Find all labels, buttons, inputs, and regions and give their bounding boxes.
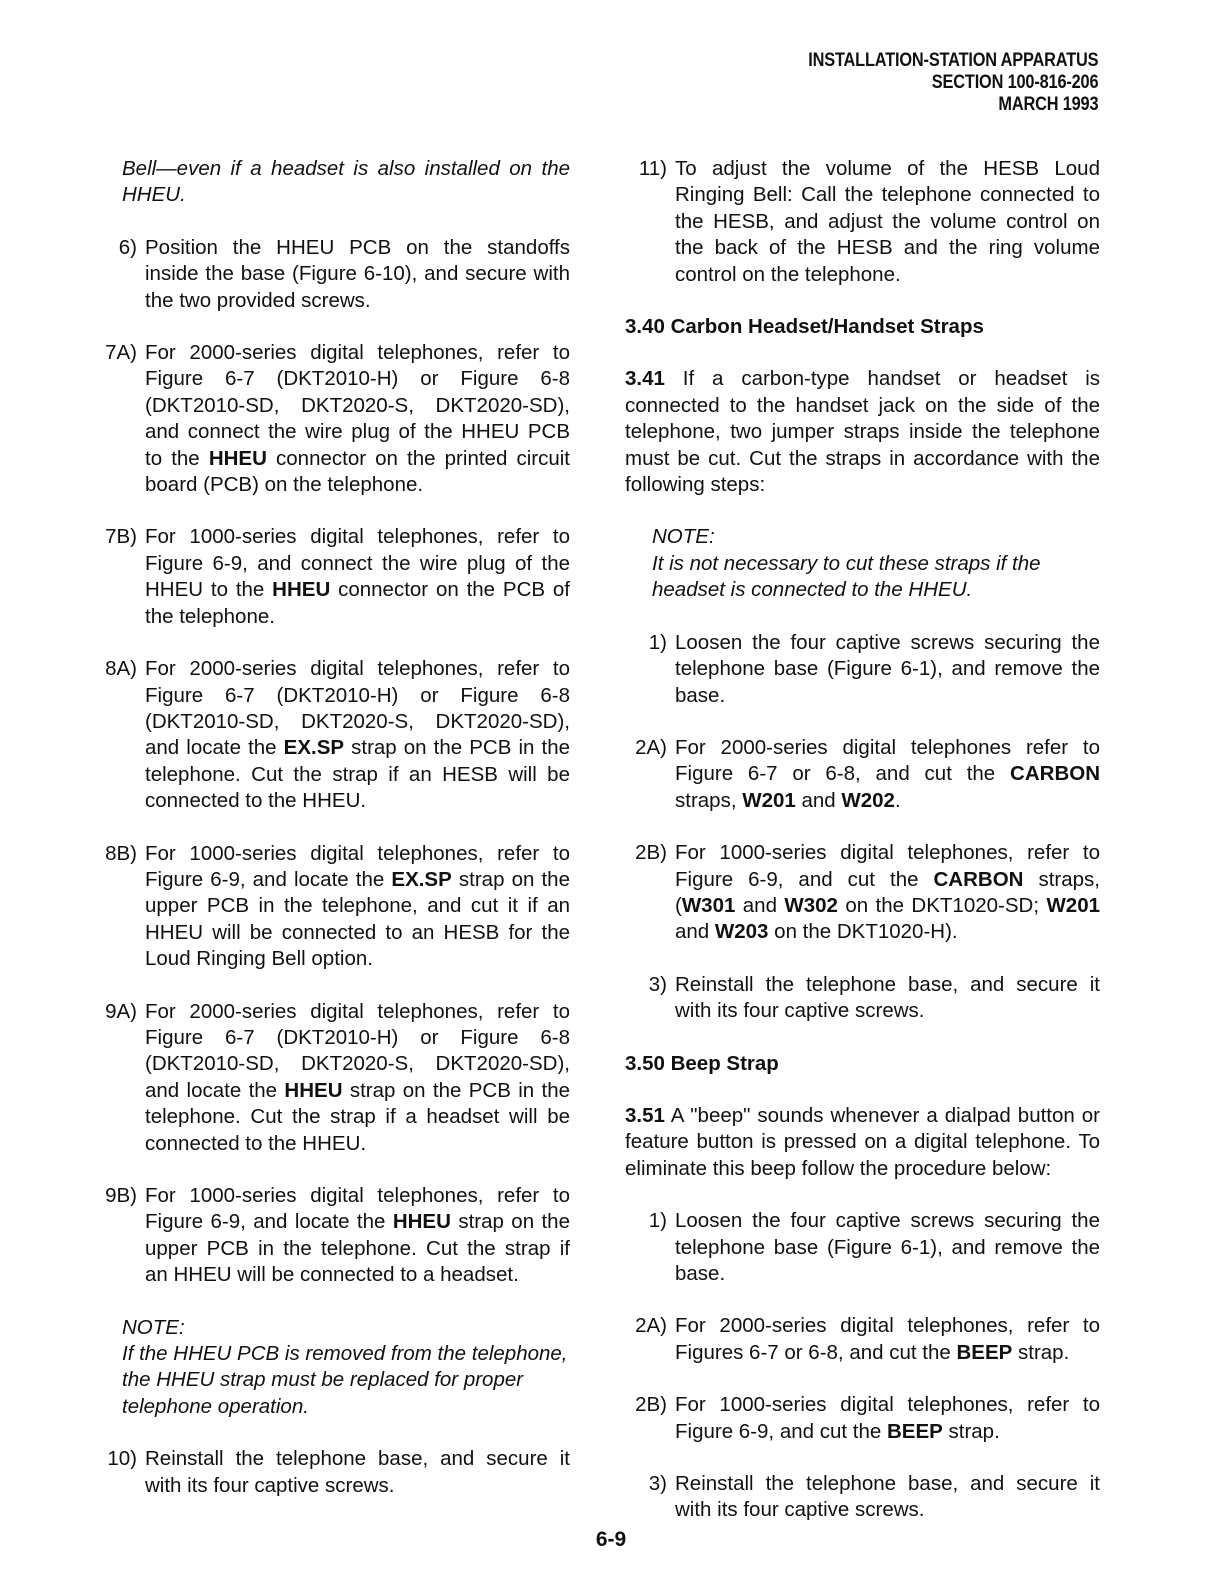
step-text: Reinstall the telephone base, and secure it with its four captive screws. (145, 1447, 570, 1497)
note-label: NOTE: (122, 1315, 185, 1339)
section-heading-3-40: 3.40 Carbon Headset/Handset Straps (625, 315, 984, 339)
beep-step-2b (625, 1392, 1100, 1445)
header-section: SECTION 100-816-206 (931, 72, 1098, 93)
carbon-step-2b (625, 840, 1100, 946)
step-number: 10) (107, 1447, 137, 1471)
left-column (95, 156, 570, 1525)
note-text: If the HHEU PCB is removed from the telephone, the HHEU strap must be replaced for proper telephone operation. (122, 1342, 568, 1418)
step-text: For 1000-series digital telephones, refer to Figure 6-9, and connect the wire plug of the HHEU to the HHEU connector on the PCB of the telephone. (145, 525, 570, 628)
step-text: For 1000-series digital telephones, refer to Figure 6-9, and cut the CARBON straps, (W301 and W302 on the DKT1020-SD; W201 and W203 on the DKT1020-H). (675, 841, 1100, 944)
step-number: 11) (638, 157, 667, 180)
step-number: 2A) (635, 1314, 667, 1338)
section-heading-3-50: 3.50 Beep Strap (625, 1051, 779, 1075)
right-column (625, 156, 1100, 1550)
step-number: 2B) (635, 1393, 667, 1417)
step-9b (95, 1183, 570, 1289)
step-9a (95, 999, 570, 1157)
page-number: 6-9 (595, 1528, 627, 1551)
step-text: For 2000-series digital telephones, refer to Figures 6-7 or 6-8, and cut the BEEP strap. (675, 1314, 1100, 1364)
step-text: Reinstall the telephone base, and secure it with its four captive screws. (675, 1472, 1100, 1522)
step-text: For 2000-series digital telephones, refer to Figure 6-7 (DKT2010-H) or Figure 6-8 (DKT2010-SD, DKT2020-S, DKT2020-SD), and connect the wire plug of the HHEU PCB to the HHEU connector on the printed circuit board (PCB) on the telephone. (145, 341, 570, 497)
step-number: 3) (648, 1472, 667, 1496)
step-text: Loosen the four captive screws securing the telephone base (Figure 6-1), and remove the base. (675, 1209, 1100, 1285)
step-number: 6) (118, 235, 137, 259)
step-8a (95, 656, 570, 814)
step-text: For 2000-series digital telephones, refer to Figure 6-7 (DKT2010-H) or Figure 6-8 (DKT2010-SD, DKT2020-S, DKT2020-SD), and locate the HHEU strap on the PCB in the telephone. Cut the strap if a headset will be connected to the HHEU. (145, 999, 571, 1155)
step-text: Position the HHEU PCB on the standoffs inside the base (Figure 6-10), and secure with the two provided screws. (145, 235, 570, 312)
step-8b (95, 841, 570, 973)
step-number: 7B) (105, 525, 137, 549)
step-number: 1) (648, 1209, 667, 1233)
step-number: 3) (648, 972, 667, 996)
note-text: It is not necessary to cut these straps if the headset is connected to the HHEU. (652, 551, 1041, 602)
header-date: MARCH 1993 (998, 94, 1098, 115)
step-number: 7A) (105, 341, 137, 365)
step-text: For 2000-series digital telephones refer to Figure 6-7 or 6-8, and cut the CARBON straps, W201 and W202. (675, 735, 1100, 812)
step-11 (625, 156, 1100, 288)
step-number: 9A) (105, 999, 137, 1023)
continued-text: Bell—even if a headset is also installed on the HHEU. (122, 157, 570, 207)
step-number: 2A) (635, 735, 667, 759)
paragraph-3-51: 3.51 A "beep" sounds whenever a dialpad button or feature button is pressed on a digital telephone. To eliminate this beep follow the procedure below: (625, 1103, 1100, 1180)
step-text: For 1000-series digital telephones, refer to Figure 6-9, and locate the EX.SP strap on the upper PCB in the telephone, and cut it if an HHEU will be connected to an HESB for the Loud Ringing Bell option. (145, 841, 570, 971)
step-number: 9B) (105, 1184, 137, 1207)
carbon-step-2a (625, 735, 1100, 814)
carbon-step-1 (625, 630, 1100, 709)
beep-step-1 (625, 1208, 1100, 1287)
carbon-step-3 (625, 972, 1100, 1025)
step-text: For 2000-series digital telephones, refer to Figure 6-7 (DKT2010-H) or Figure 6-8 (DKT2010-SD, DKT2020-S, DKT2020-SD), and locate the EX.SP strap on the PCB in the telephone. Cut the strap if an HESB will be connected to the HHEU. (145, 657, 571, 813)
step-text: To adjust the volume of the HESB Loud Ringing Bell: Call the telephone connected to the HESB, and adjust the volume control on the back of the HESB and the ring volume control on the telephone. (675, 157, 1100, 286)
step-number: 1) (648, 630, 667, 654)
step-text: Loosen the four captive screws securing the telephone base (Figure 6-1), and remove the base. (675, 630, 1100, 707)
step-number: 8B) (105, 841, 137, 865)
page-header (808, 50, 1098, 116)
note (625, 524, 1100, 603)
note (95, 1315, 570, 1421)
step-7a (95, 340, 570, 498)
step-number: 8A) (105, 657, 137, 681)
step-7b (95, 524, 570, 630)
step-text: For 1000-series digital telephones, refer to Figure 6-9, and locate the HHEU strap on the upper PCB in the telephone. Cut the strap if an HHEU will be connected to a headset. (145, 1184, 570, 1287)
step-text: Reinstall the telephone base, and secure it with its four captive screws. (675, 972, 1100, 1023)
beep-step-3 (625, 1471, 1100, 1524)
beep-step-2a (625, 1313, 1100, 1366)
step-10 (95, 1446, 570, 1499)
step-text: For 1000-series digital telephones, refer to Figure 6-9, and cut the BEEP strap. (675, 1393, 1100, 1443)
note-label: NOTE: (652, 525, 715, 549)
step-6 (95, 235, 570, 314)
header-title: INSTALLATION-STATION APPARATUS (807, 50, 1098, 71)
paragraph-3-41: 3.41 If a carbon-type handset or headset is connected to the handset jack on the side of the telephone, two jumper straps inside the telephone must be cut. Cut the straps in accordance with the following steps: (625, 367, 1100, 497)
step-number: 2B) (635, 841, 667, 865)
